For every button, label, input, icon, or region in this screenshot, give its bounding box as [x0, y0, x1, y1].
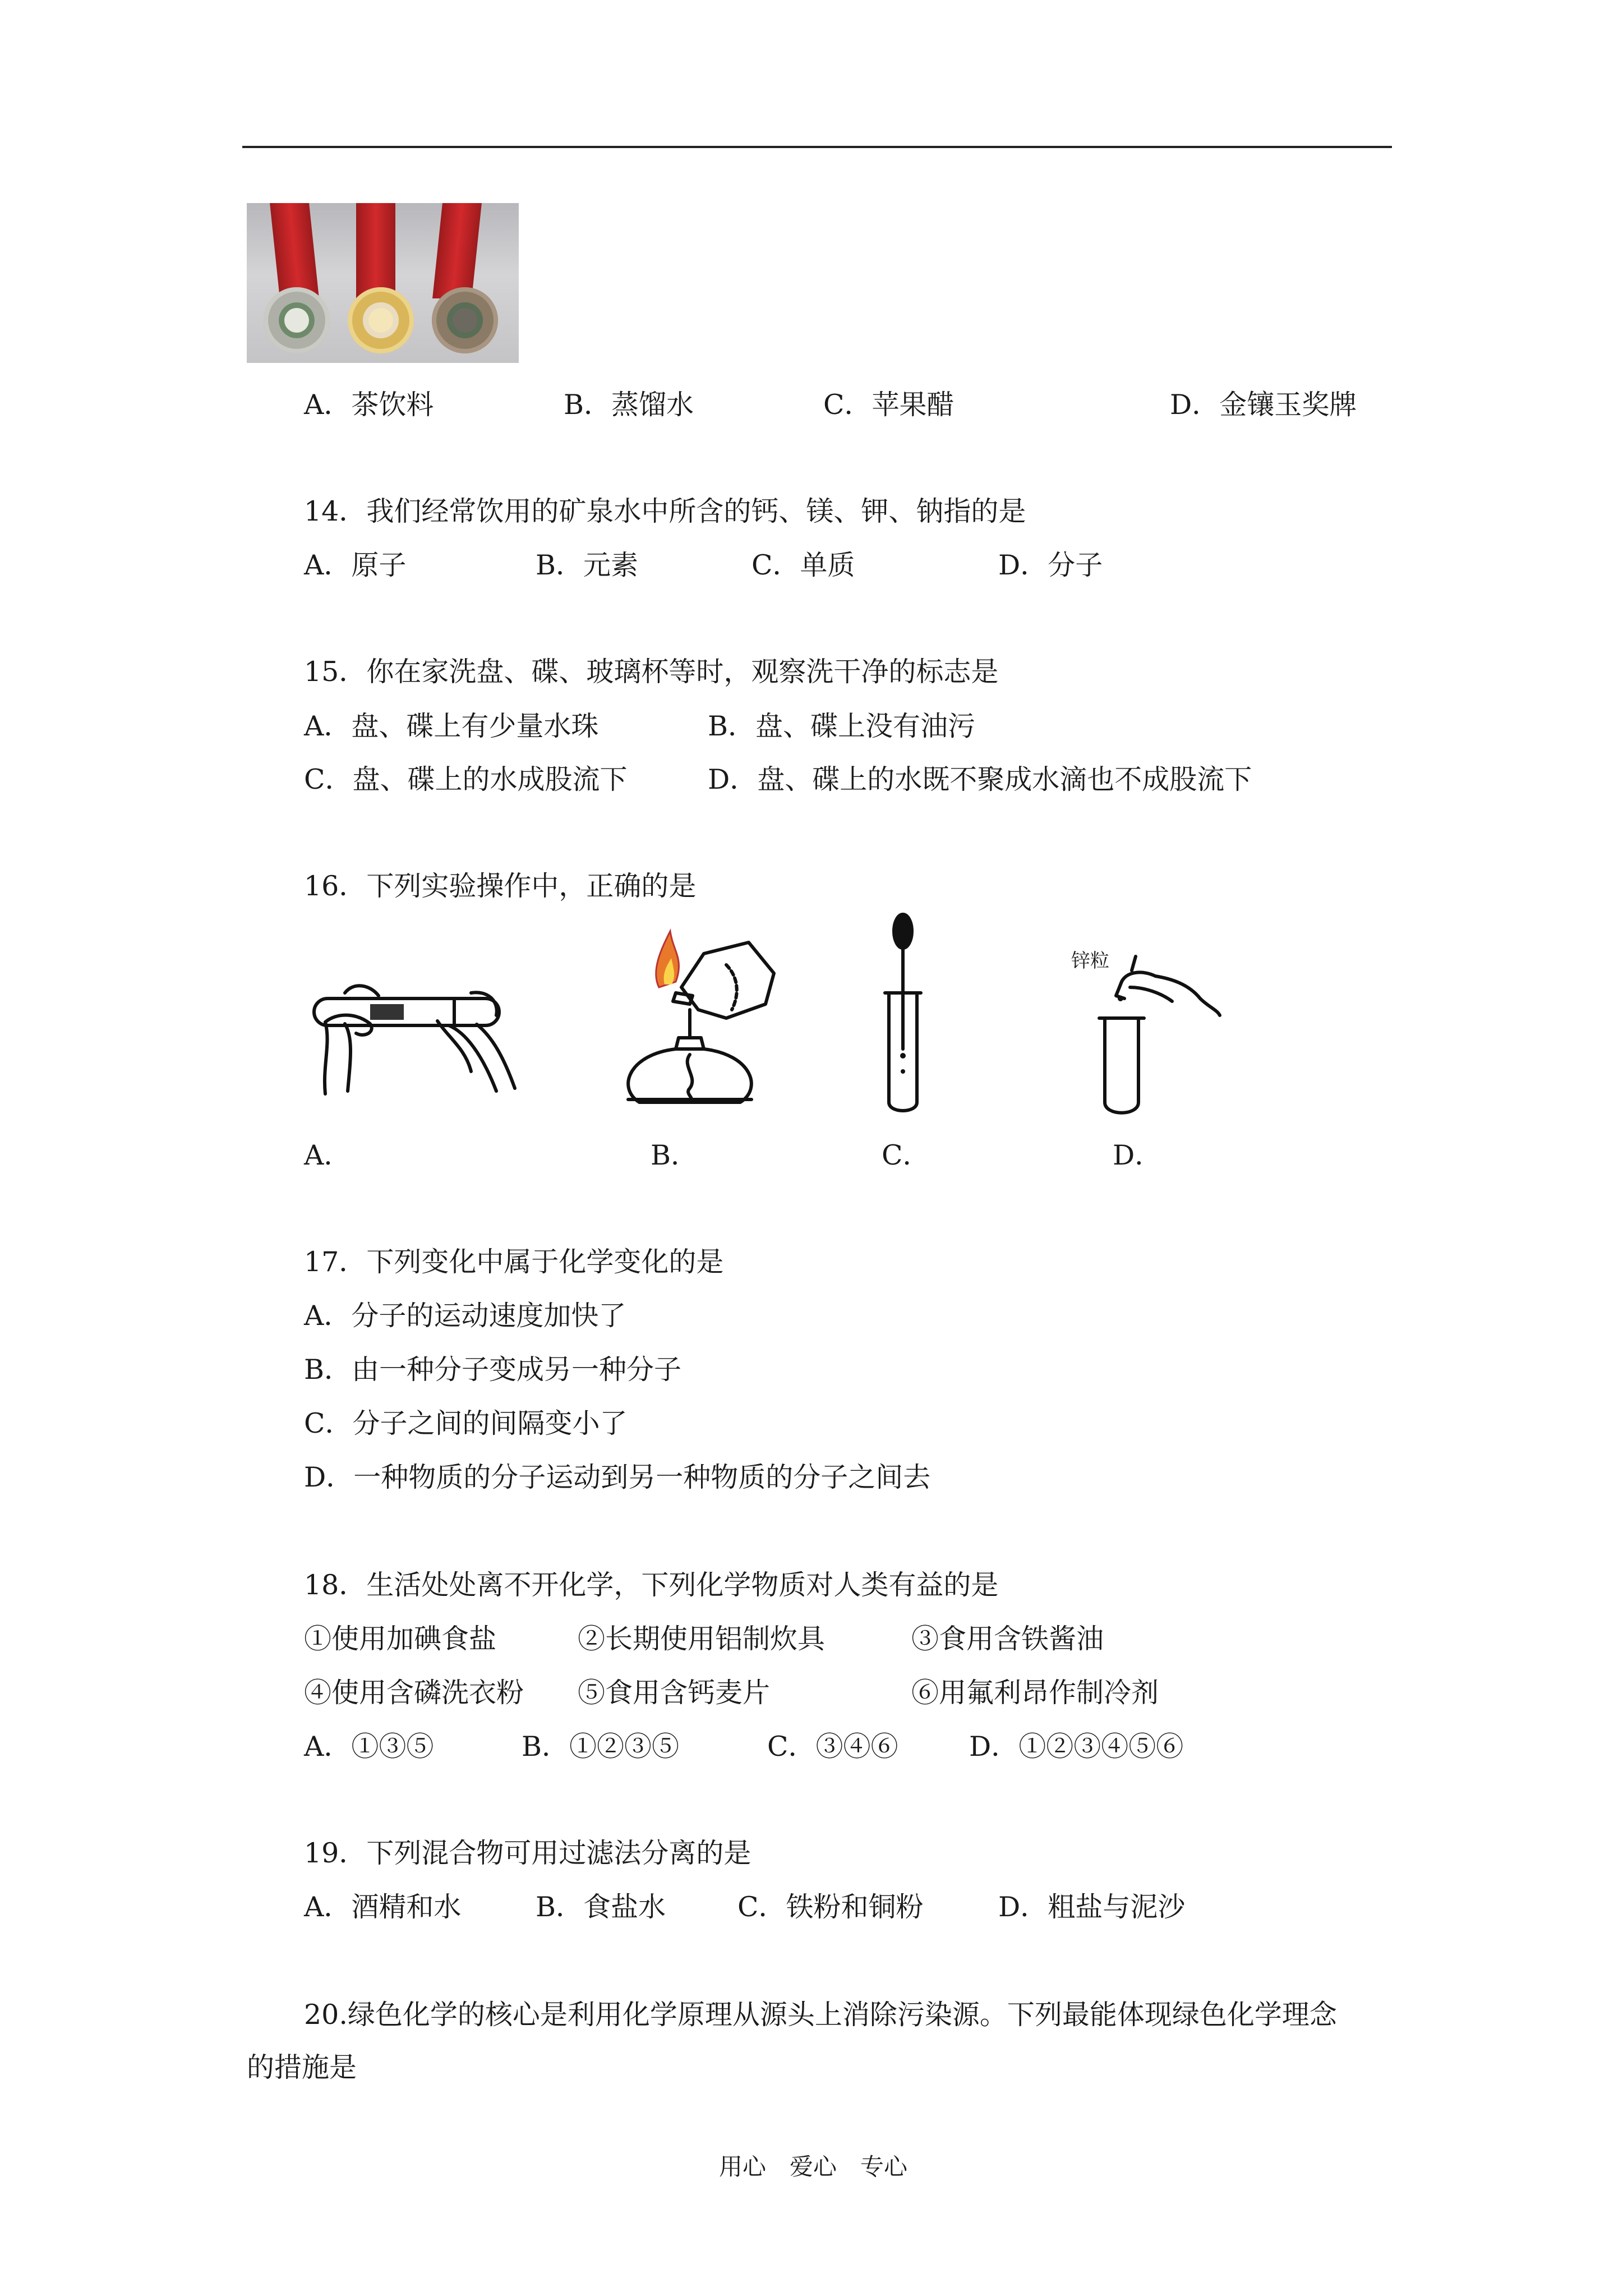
q18-item-1: ①使用加碘食盐 [304, 1623, 497, 1655]
q16-option-d: D． [1113, 1139, 1163, 1171]
q19-option-c: C．铁粉和铜粉 [737, 1891, 924, 1923]
q13-option-a: A．茶饮料 [304, 389, 434, 421]
q16-stem: 16．下列实验操作中，正确的是 [304, 870, 697, 902]
q16-option-b: B． [651, 1139, 699, 1171]
q20-stem-line1: 20.绿色化学的核心是利用化学原理从源头上消除污染源。下列最能体现绿色化学理念 [304, 1999, 1337, 2031]
q17-option-a: A．分子的运动速度加快了 [304, 1300, 626, 1332]
q18-item-4: ④使用含磷洗衣粉 [304, 1677, 524, 1709]
q13-option-b: B．蒸馏水 [564, 389, 694, 421]
q17-option-d: D．一种物质的分子运动到另一种物质的分子之间去 [304, 1461, 931, 1493]
q18-item-5: ⑤食用含钙麦片 [578, 1677, 771, 1709]
q15-option-d: D．盘、碟上的水既不聚成水滴也不成股流下 [708, 763, 1252, 795]
q14-option-c: C．单质 [751, 549, 855, 581]
q19-option-b: B．食盐水 [536, 1891, 666, 1923]
q18-option-a: A．①③⑤ [304, 1731, 434, 1763]
q14-stem: 14．我们经常饮用的矿泉水中所含的钙、镁、钾、钠指的是 [304, 495, 1026, 527]
q15-option-b: B．盘、碟上没有油污 [708, 710, 976, 742]
header-rule [242, 146, 1392, 148]
q14-option-d: D．分子 [998, 549, 1103, 581]
q13-option-d: D．金镶玉奖牌 [1170, 389, 1357, 421]
q13-option-c: C．苹果醋 [823, 389, 955, 421]
q14-option-a: A．原子 [304, 549, 407, 581]
q20-stem-line2: 的措施是 [247, 2051, 357, 2083]
q17-option-b: B．由一种分子变成另一种分子 [304, 1354, 682, 1386]
alcohol-lamp-lighting-figure [606, 920, 785, 1111]
q18-option-c: C．③④⑥ [767, 1731, 898, 1763]
q18-option-b: B．①②③⑤ [522, 1731, 680, 1763]
q19-stem: 19．下列混合物可用过滤法分离的是 [304, 1837, 751, 1869]
page-footer: 用心 爱心 专心 [719, 2153, 908, 2180]
q17-stem: 17．下列变化中属于化学变化的是 [304, 1246, 724, 1278]
q16-option-c: C． [882, 1139, 930, 1171]
q14-option-b: B．元素 [536, 549, 639, 581]
q16-option-a: A． [304, 1139, 352, 1171]
q18-item-2: ②长期使用铝制炊具 [578, 1623, 826, 1655]
zinc-test-tube-figure [1082, 954, 1228, 1116]
q18-stem: 18．生活处处离不开化学，下列化学物质对人类有益的是 [304, 1569, 999, 1601]
dropper-test-tube-figure [869, 909, 937, 1116]
q19-option-a: A．酒精和水 [304, 1891, 462, 1923]
q15-option-c: C．盘、碟上的水成股流下 [304, 763, 628, 795]
zinc-granule-label: 锌粒 [1071, 950, 1109, 972]
q15-stem: 15．你在家洗盘、碟、玻璃杯等时，观察洗干净的标志是 [304, 656, 999, 688]
medals-photo [247, 203, 519, 363]
q18-item-3: ③食用含铁酱油 [911, 1623, 1104, 1655]
test-tube-hands-figure [303, 970, 527, 1105]
q19-option-d: D．粗盐与泥沙 [998, 1891, 1186, 1923]
q15-option-a: A．盘、碟上有少量水珠 [304, 710, 599, 742]
q17-option-c: C．分子之间的间隔变小了 [304, 1407, 628, 1439]
q18-option-d: D．①②③④⑤⑥ [969, 1731, 1184, 1763]
q18-item-6: ⑥用氟利昂作制冷剂 [911, 1677, 1159, 1709]
